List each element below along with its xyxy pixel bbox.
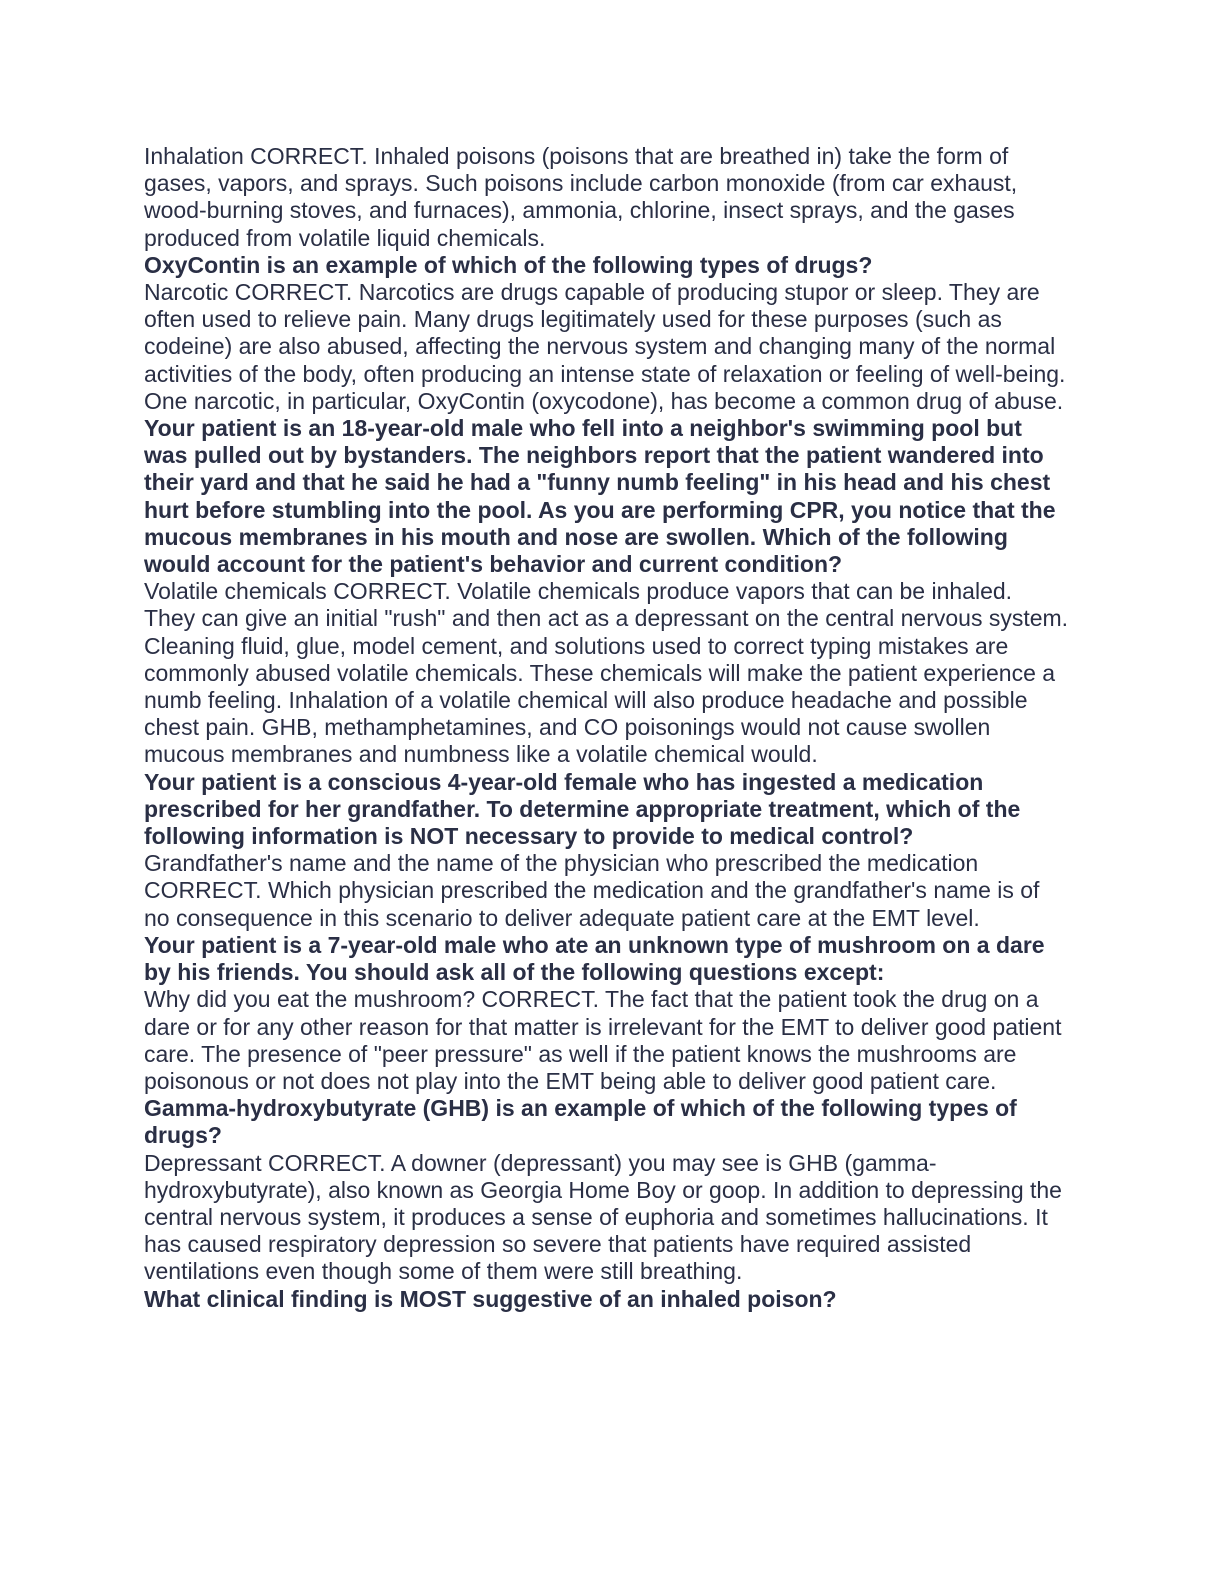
question-ghb: Gamma-hydroxybutyrate (GHB) is an example of which of the following types of drugs?	[144, 1095, 1017, 1149]
answer-narcotic: Narcotic CORRECT. Narcotics are drugs capable of producing stupor or sleep. They are often used to relieve pain. Many drugs legitimately used for these purposes (such as codeine) are also abused, affecting the nervous system and changing many of the normal activities of the body, often producing an intense state of relaxation or feeling of well-being. One narcotic, in particular, OxyContin (oxycodone), has become a common drug of abuse.	[144, 279, 1066, 414]
question-inhaled-poison-finding: What clinical finding is MOST suggestive of an inhaled poison?	[144, 1285, 837, 1312]
answer-volatile-chemicals: Volatile chemicals CORRECT. Volatile chemicals produce vapors that can be inhaled. They can give an initial "rush" and then act as a depressant on the central nervous system. Cleaning fluid, glue, model cement, and solutions used to correct typing mistakes are commonly abused volatile chemicals. These chemicals will make the patient experience a numb feeling. Inhalation of a volatile chemical will also produce headache and possible chest pain. GHB, methamphetamines, and CO poisonings would not cause swollen mucous membranes and numbness like a volatile chemical would.	[144, 578, 1069, 768]
answer-inhalation: Inhalation CORRECT. Inhaled poisons (poisons that are breathed in) take the form of gases, vapors, and sprays. Such poisons include carbon monoxide (from car exhaust, wood-burning stoves, and furnaces), ammonia, chlorine, insect sprays, and the gases produced from volatile liquid chemicals.	[144, 143, 1018, 251]
answer-grandfather-name: Grandfather's name and the name of the physician who prescribed the medication CORRECT. Which physician prescribed the medication and the grandfather's name is of no consequence in this scenario to deliver adequate patient care at the EMT level.	[144, 850, 1040, 931]
answer-why-eat-mushroom: Why did you eat the mushroom? CORRECT. The fact that the patient took the drug on a dare or for any other reason for that matter is irrelevant for the EMT to deliver good patient care. The presence of "peer pressure" as well if the patient knows the mushrooms are poisonous or not does not play into the EMT being able to deliver good patient care.	[144, 986, 1062, 1094]
question-mushroom: Your patient is a 7-year-old male who ate an unknown type of mushroom on a dare by his friends. You should ask all of the following questions except:	[144, 931, 1045, 986]
question-oxycontin: OxyContin is an example of which of the following types of drugs?	[144, 251, 873, 278]
document-page	[144, 143, 1069, 1313]
question-swimming-pool-patient: Your patient is an 18-year-old male who fell into a neighbor's swimming pool but was pulled out by bystanders. The neighbors report that the patient wandered into their yard and that he said he had a "funny numb feeling" in his head and his chest hurt before stumbling into the pool. As you are performing CPR, you notice that the mucous membranes in his mouth and nose are swollen. Which of the following would account for the patient's behavior and current condition?	[144, 415, 1056, 578]
question-4-year-old-medication: Your patient is a conscious 4-year-old female who has ingested a medication prescribed for her grandfather. To determine appropriate treatment, which of the following information is NOT necessary to provide to medical control?	[144, 768, 1021, 850]
answer-depressant: Depressant CORRECT. A downer (depressant) you may see is GHB (gamma-hydroxybutyrate), also known as Georgia Home Boy or goop. In addition to depressing the central nervous system, it produces a sense of euphoria and sometimes hallucinations. It has caused respiratory depression so severe that patients have required assisted ventilations even though some of them were still breathing.	[144, 1149, 1062, 1285]
